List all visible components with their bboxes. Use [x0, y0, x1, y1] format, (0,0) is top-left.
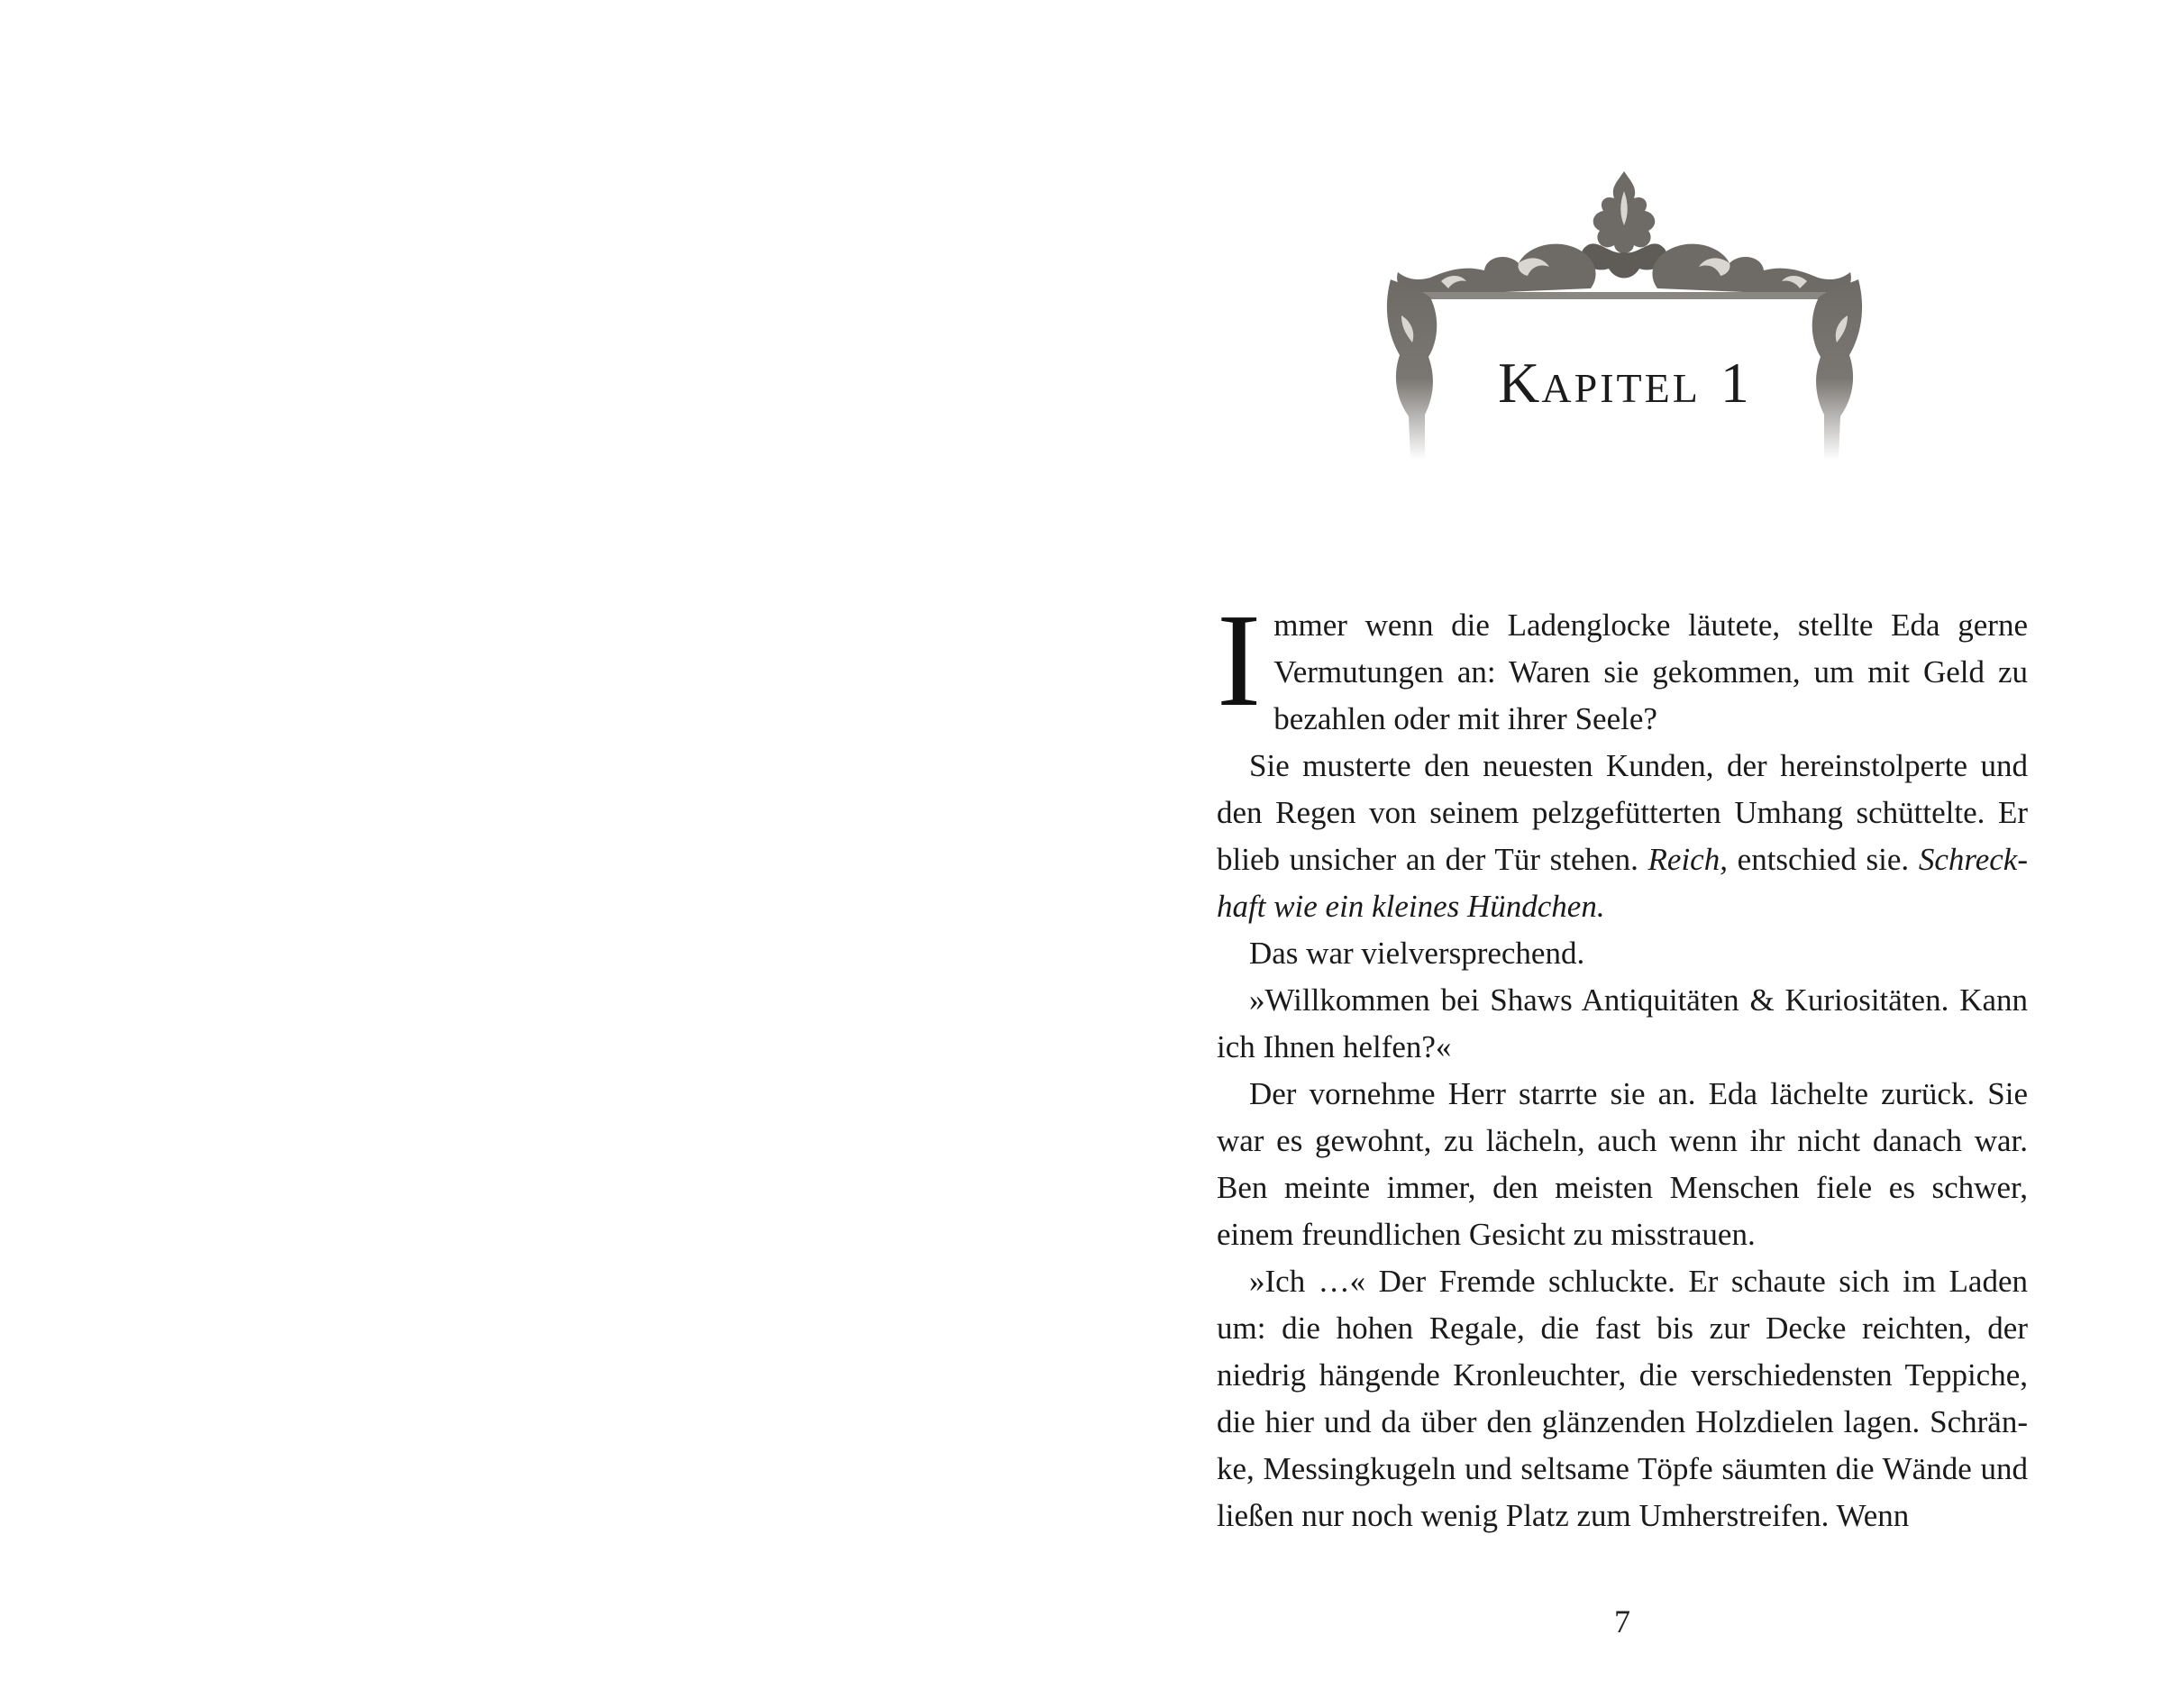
- drop-cap: I: [1217, 587, 1262, 735]
- chapter-body-text: [1217, 587, 2028, 1539]
- chapter-title-rest: APITEL: [1541, 365, 1701, 411]
- paragraph-text: entschied sie.: [1727, 842, 1919, 877]
- paragraph: [1217, 743, 2028, 930]
- chapter-title-initial: K: [1498, 351, 1542, 415]
- italic-text: Reich,: [1647, 842, 1728, 877]
- paragraph: »Ich …« Der Fremde schluckte. Er schaute sich im Laden um: die hohen Regale, die fast bis zur Decke reichten, der niedrig hängende Kronleuchter, die verschiedensten Teppiche, die hier und da über den glänzenden Holzdielen lagen. Schränke, Messingkugeln und seltsame Töpfe säumten die Wände und ließen nur noch wenig Platz zum Umherstreifen. Wenn: [1217, 1264, 2028, 1533]
- paragraph: Das war vielversprechend.: [1249, 936, 1585, 971]
- paragraph: »Willkommen bei Shaws Antiquitäten & Kuriositäten. Kann ich Ihnen helfen?«: [1217, 982, 2028, 1064]
- paragraph-text: mmer wenn die Ladenglocke läutete, stellte Eda gerne Vermutungen an: Waren sie gekommen, um mit Geld zu bezahlen oder mit ihrer Seele?: [1273, 607, 2028, 736]
- paragraph-text: Sie musterte den neuesten Kunden, der hereinstolperte und den Regen von seinem pelzgefütterten Umhang schüttelte. Er blieb unsicher an der Tür stehen.: [1217, 748, 2028, 877]
- paragraph: [1217, 587, 2028, 743]
- page-number: 7: [1614, 1603, 1630, 1639]
- chapter-number: 1: [1720, 351, 1751, 415]
- right-page: [1082, 0, 2163, 1708]
- paragraph: Der vornehme Herr starrte sie an. Eda lächelte zurück. Sie war es gewohnt, zu lächeln, auch wenn ihr nicht danach war. Ben meinte immer, den meisten Menschen fiele es schwer, einem freundlichen Gesicht zu misstrauen.: [1217, 1076, 2028, 1252]
- italic-text: Schreckhaft wie ein kleines Hündchen.: [1217, 842, 2028, 924]
- chapter-title: [1383, 350, 1866, 416]
